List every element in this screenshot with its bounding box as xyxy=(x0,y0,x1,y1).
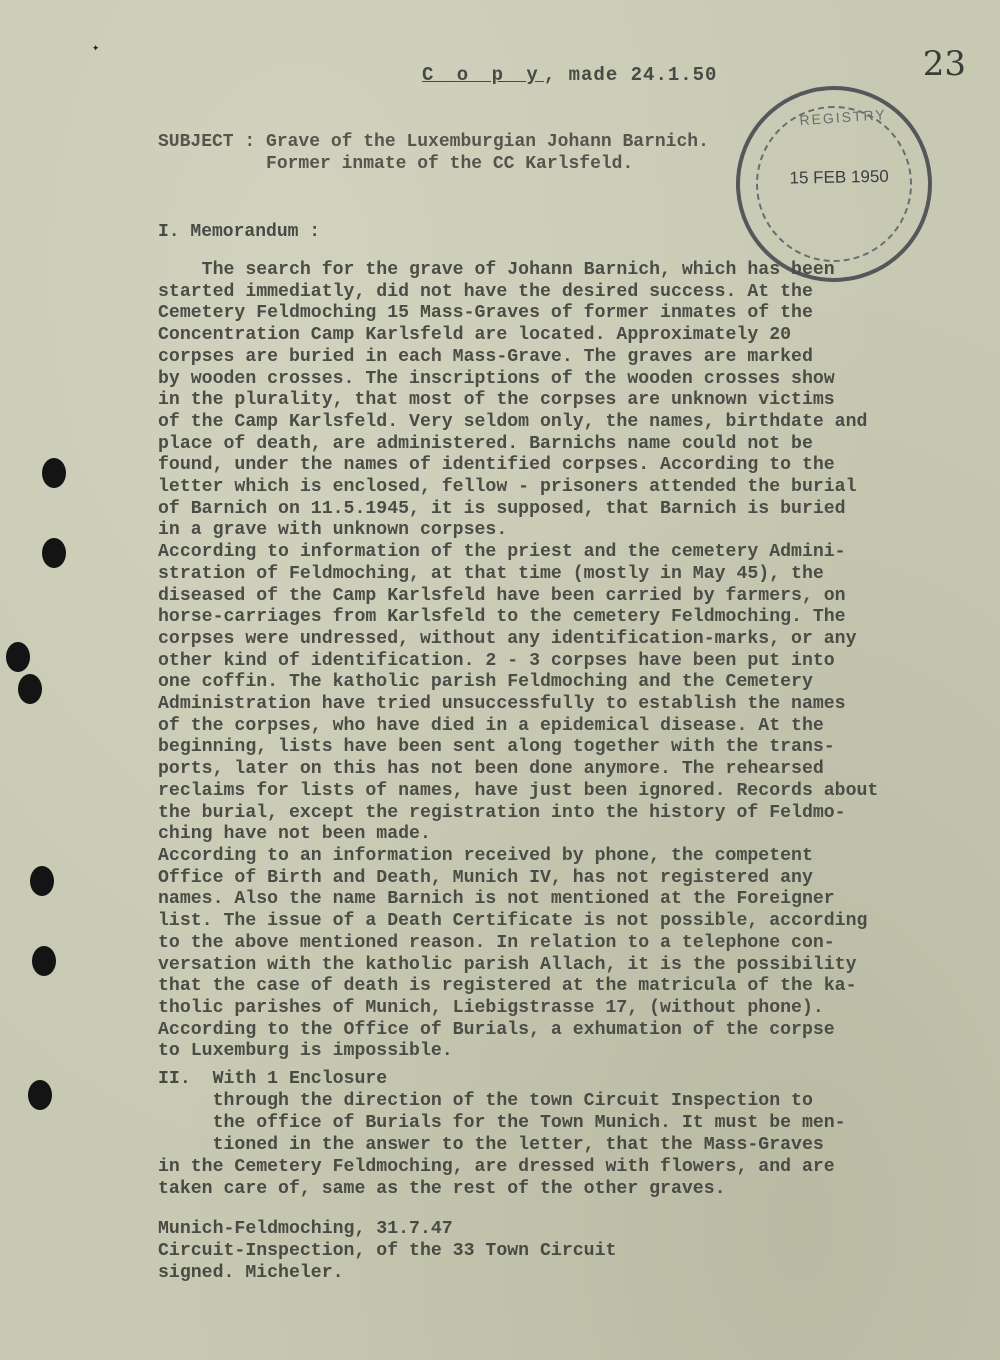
subject-line: SUBJECT : Grave of the Luxemburgian Johann Barnich. xyxy=(158,132,709,152)
body-line: corpses are buried in each Mass-Grave. The graves are marked xyxy=(158,346,813,367)
body-line: in the plurality, that most of the corpses are unknown victims xyxy=(158,390,835,411)
copy-header xyxy=(422,64,717,86)
enclosure-line: taken care of, same as the rest of the other graves. xyxy=(158,1179,726,1199)
enclosure-line: II. With 1 Enclosure xyxy=(158,1069,388,1089)
body-line: Cemetery Feldmoching 15 Mass-Graves of former inmates of the xyxy=(158,303,813,324)
enclosure-line: the office of Burials for the Town Munich. It must be men- xyxy=(158,1113,846,1133)
body-line: Concentration Camp Karlsfeld are located. Approximately 20 xyxy=(158,325,792,346)
pencil-mark: ✦ xyxy=(92,41,100,55)
page-number: 23 xyxy=(922,44,966,84)
body-line: horse-carriages from Karlsfeld to the cemetery Feldmoching. The xyxy=(158,607,846,628)
stamp-date: 15 FEB 1950 xyxy=(789,166,889,188)
enclosure-line: through the direction of the town Circuit Inspection to xyxy=(158,1091,813,1111)
body-line: the burial, except the registration into the history of Feldmo- xyxy=(158,802,846,823)
body-line: According to an information received by phone, the competent xyxy=(158,845,813,866)
signature-block xyxy=(158,1218,616,1284)
punch-hole xyxy=(32,946,56,976)
body-line: one coffin. The katholic parish Feldmoching and the Cemetery xyxy=(158,672,813,693)
body-line: corpses were undressed, without any identification-marks, or any xyxy=(158,628,857,649)
body-line: by wooden crosses. The inscriptions of the wooden crosses show xyxy=(158,368,835,389)
body-line: ports, later on this has not been done anymore. The rehearsed xyxy=(158,759,824,780)
body-line: in a grave with unknown corpses. xyxy=(158,520,508,541)
punch-hole xyxy=(30,866,54,896)
body-line: reclaims for lists of names, have just been ignored. Records about xyxy=(158,780,879,801)
body-line: of the Camp Karlsfeld. Very seldom only, the names, birthdate and xyxy=(158,411,868,432)
body-line: ching have not been made. xyxy=(158,824,431,845)
body-line: diseased of the Camp Karlsfeld have been carried by farmers, on xyxy=(158,585,846,606)
body-line: of Barnich on 11.5.1945, it is supposed, that Barnich is buried xyxy=(158,498,846,519)
body-line: According to information of the priest and the cemetery Admini- xyxy=(158,542,846,563)
memorandum-body xyxy=(158,260,978,1063)
body-line: to Luxemburg is impossible. xyxy=(158,1041,453,1062)
copy-word: C o p y xyxy=(422,64,544,86)
body-line: started immediatly, did not have the desired success. At the xyxy=(158,281,813,302)
received-stamp xyxy=(729,79,938,288)
body-line: found, under the names of identified corpses. According to the xyxy=(158,455,835,476)
body-line: other kind of identification. 2 - 3 corpses have been put into xyxy=(158,650,835,671)
punch-hole xyxy=(28,1080,52,1110)
punch-hole xyxy=(42,458,66,488)
punch-hole xyxy=(6,642,30,672)
copy-date: , made 24.1.50 xyxy=(543,64,718,86)
body-line: list. The issue of a Death Certificate is not possible, according xyxy=(158,911,868,932)
body-line: stration of Feldmoching, at that time (mostly in May 45), the xyxy=(158,563,824,584)
punch-hole xyxy=(42,538,66,568)
stamp-ring-text: REGISTRY xyxy=(798,106,888,129)
body-line: Office of Birth and Death, Munich IV, has not registered any xyxy=(158,867,813,888)
body-line: letter which is enclosed, fellow - prisoners attended the burial xyxy=(158,477,857,498)
body-line: tholic parishes of Munich, Liebigstrasse 17, (without phone). xyxy=(158,997,824,1018)
body-line: Administration have tried unsuccessfully to establish the names xyxy=(158,694,846,715)
body-line: names. Also the name Barnich is not mentioned at the Foreigner xyxy=(158,889,835,910)
subject-line: Former inmate of the CC Karlsfeld. xyxy=(158,154,634,174)
body-line: that the case of death is registered at the matricula of the ka- xyxy=(158,976,857,997)
signature-line: signed. Micheler. xyxy=(158,1263,344,1283)
punch-hole xyxy=(18,674,42,704)
enclosure-line: tioned in the answer to the letter, that the Mass-Graves xyxy=(158,1135,824,1155)
body-line: of the corpses, who have died in a epidemical disease. At the xyxy=(158,715,824,736)
section-heading: I. Memorandum : xyxy=(158,222,321,242)
signature-line: Circuit-Inspection, of the 33 Town Circuit xyxy=(158,1241,617,1261)
signature-line: Munich-Feldmoching, 31.7.47 xyxy=(158,1219,453,1239)
body-line: According to the Office of Burials, a exhumation of the corpse xyxy=(158,1019,835,1040)
enclosure-line: in the Cemetery Feldmoching, are dressed with flowers, and are xyxy=(158,1157,835,1177)
body-line: to the above mentioned reason. In relation to a telephone con- xyxy=(158,932,835,953)
body-line: versation with the katholic parish Allach, it is the possibility xyxy=(158,954,857,975)
body-line: beginning, lists have been sent along together with the trans- xyxy=(158,737,835,758)
body-line: place of death, are administered. Barnichs name could not be xyxy=(158,433,813,454)
body-line: The search for the grave of Johann Barnich, which has been xyxy=(158,260,835,280)
enclosure-block xyxy=(158,1068,846,1200)
subject-block xyxy=(158,131,709,175)
